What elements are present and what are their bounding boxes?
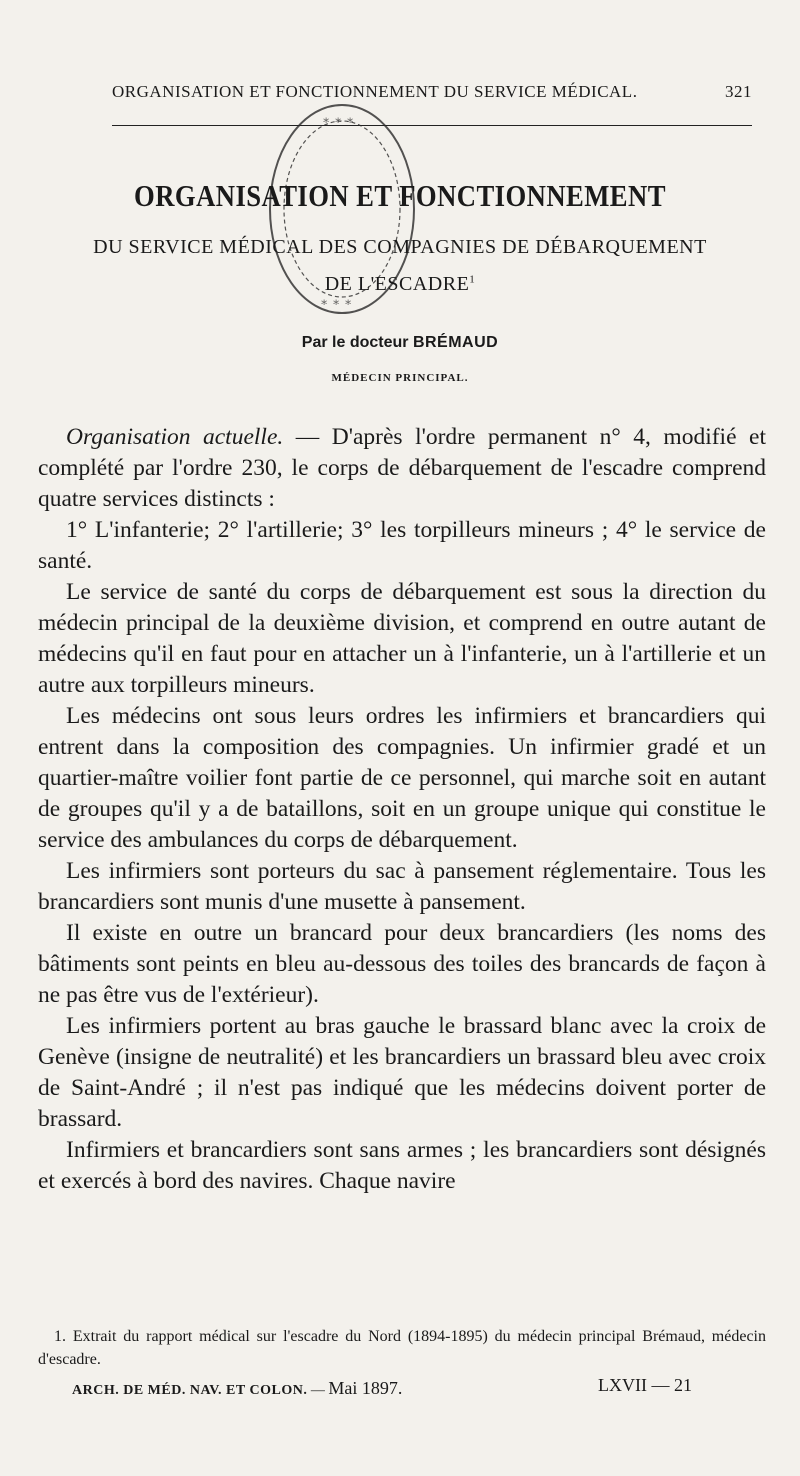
article-title-line-3-text: DE L'ESCADRE — [324, 273, 470, 295]
page-number: 321 — [725, 82, 752, 101]
paragraph-2: 1° L'infanterie; 2° l'artillerie; 3° les torpilleurs mineurs ; 4° le service de santé. — [38, 517, 766, 574]
journal-name: ARCH. DE MÉD. NAV. ET COLON. — [72, 1383, 308, 1398]
section-heading: Organisation actuelle. — [66, 424, 284, 450]
signature-mark: LXVII — 21 — [598, 1375, 692, 1395]
paragraph-4: Les médecins ont sous leurs ordres les infirmiers et brancardiers qui entrent dans la composition des compagnies. Un infirmier gradé et un quartier-maître voilier font partie de ce personnel, qui marche soit en autant de groupes qu'il y a de bataillons, soit en un groupe unique qui constitue le service des ambulances du corps de débarquement. — [38, 703, 766, 853]
bottom-line — [72, 1375, 692, 1399]
issue-date: Mai 1897. — [328, 1378, 403, 1398]
paragraph-5: Les infirmiers sont porteurs du sac à pansement réglementaire. Tous les brancardiers sont munis d'une musette à pansement. — [38, 858, 766, 915]
bottom-dash: — — [310, 1383, 325, 1398]
author-rank: MÉDECIN PRINCIPAL. — [331, 372, 469, 384]
author-line — [0, 334, 800, 352]
footnote-marker: 1 — [469, 273, 476, 286]
running-head-title: ORGANISATION ET FONCTIONNEMENT DU SERVICE MÉDICAL. — [112, 82, 638, 101]
header-rule — [112, 125, 752, 126]
author-name: BRÉMAUD — [412, 334, 499, 351]
author-prefix: Par le docteur — [301, 334, 409, 351]
body-text — [38, 422, 766, 1197]
paragraph-1 — [38, 422, 766, 515]
article-title-line-2: DU SERVICE MÉDICAL DES COMPAGNIES DE DÉBARQUEMENT — [93, 236, 707, 258]
footnote: 1. Extrait du rapport médical sur l'escadre du Nord (1894-1895) du médecin principal Brémaud, médecin d'escadre. — [38, 1328, 766, 1368]
svg-text:∗ ∗ ∗: ∗ ∗ ∗ — [322, 113, 355, 127]
paragraph-7: Les infirmiers portent au bras gauche le brassard blanc avec la croix de Genève (insigne de neutralité) et les brancardiers un brassard bleu avec croix de Saint-André ; il n'est pas indiqué que les médecins doivent porter de brassard. — [38, 1013, 766, 1132]
paragraph-1-text: — D'après l'ordre permanent n° 4, modifié et complété par l'ordre 230, le corps de débarquement de l'escadre comprend quatre services distincts : — [38, 424, 766, 512]
paragraph-6: Il existe en outre un brancard pour deux brancardiers (les noms des bâtiments sont peints en bleu au-dessous des toiles des brancards de façon à ne pas être vus de l'extérieur). — [38, 920, 766, 1008]
article-title-line-3 — [0, 273, 800, 296]
paragraph-3: Le service de santé du corps de débarquement est sous la direction du médecin principal de la deuxième division, et comprend en outre autant de médecins qu'il en faut pour en attacher un à l'infanterie, un à l'artillerie et un autre aux torpilleurs mineurs. — [38, 579, 766, 698]
paragraph-8: Infirmiers et brancardiers sont sans armes ; les brancardiers sont désignés et exercés à bord des navires. Chaque navire — [38, 1137, 766, 1194]
svg-text:∗ ∗ ∗: ∗ ∗ ∗ — [320, 295, 353, 309]
article-title-line-1: ORGANISATION ET FONCTIONNEMENT — [134, 178, 666, 213]
running-head — [112, 82, 752, 102]
